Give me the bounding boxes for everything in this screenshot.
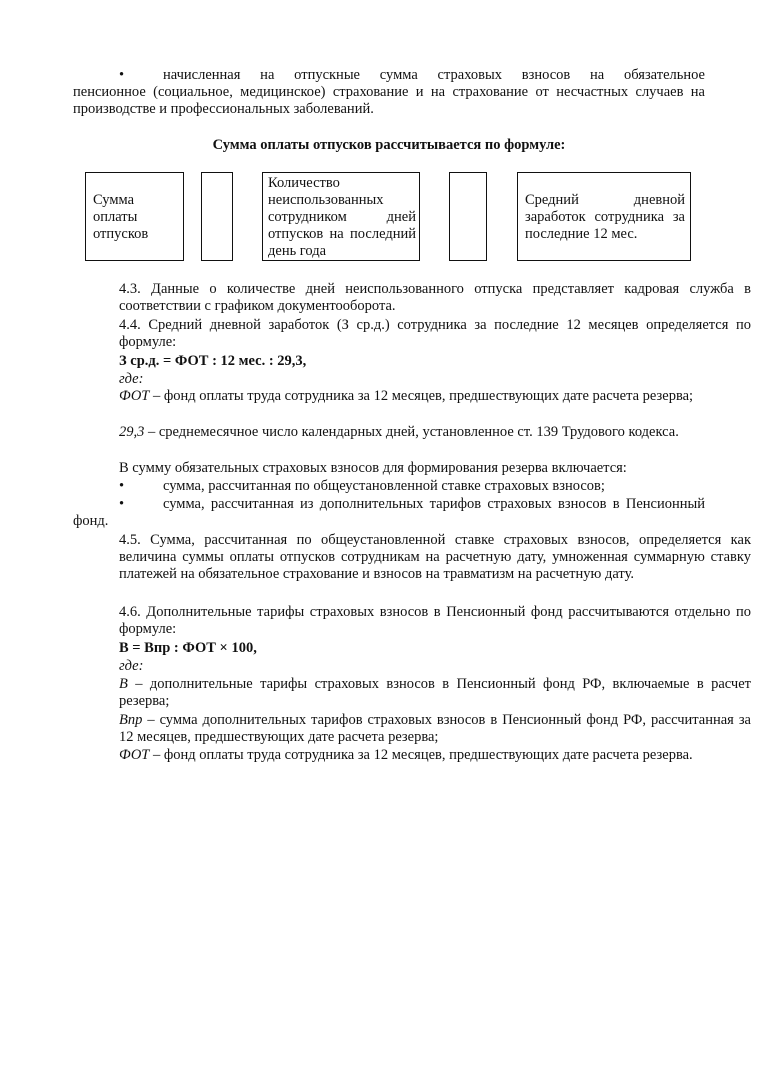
formula-additional-tariffs: В = Впр : ФОТ × 100, xyxy=(119,640,257,656)
formula-box-avg-daily-earnings xyxy=(517,172,691,261)
definition-term: 29,3 xyxy=(119,424,145,440)
definition-term: В xyxy=(119,676,128,692)
definition-vpr xyxy=(73,712,751,746)
insurance-item-1: сумма, рассчитанная по общеустановленной ставке страховых взносов; xyxy=(163,478,605,494)
formula-box-avg-daily-earnings-text: Средний дневной заработок сотрудника за последние 12 мес. xyxy=(525,192,685,242)
paragraph-4-5: 4.5. Сумма, рассчитанная по общеустановленной ставке страховых взносов, определяется как величина суммы оплаты отпусков сотрудникам на расчетную дату, умноженная суммарную ставку платежей на обязательное страхование и взносов на травматизм на расчетную дату. xyxy=(119,532,751,582)
definition-term: ФОТ xyxy=(119,388,150,404)
paragraph-4-6: 4.6. Дополнительные тарифы страховых взносов в Пенсионный фонд рассчитываются отдельно по формуле: xyxy=(119,604,751,637)
definition-text: – фонд оплаты труда сотрудника за 12 месяцев, предшествующих дате расчета резерва. xyxy=(149,747,693,763)
definition-29-3 xyxy=(73,424,751,441)
formula-box-unused-days xyxy=(262,172,420,261)
formula-avg-daily: З ср.д. = ФОТ : 12 мес. : 29,3, xyxy=(119,353,307,369)
intro-bullet-continuation: пенсионное (социальное, медицинское) страхование и на страхование от несчастных случаев на производстве и профессиональных заболеваний. xyxy=(73,84,705,117)
formula-box-vacation-sum xyxy=(85,172,184,261)
where-label-2: где: xyxy=(119,658,144,674)
bullet-marker: • xyxy=(119,496,125,512)
formula-operator-box-1 xyxy=(201,172,233,261)
formula-box-vacation-sum-text: Сумма оплаты отпусков xyxy=(93,192,149,242)
formula-operator-box-2 xyxy=(449,172,487,261)
definition-term: ФОТ xyxy=(119,747,150,763)
paragraph-4-4: 4.4. Средний дневной заработок (З ср.д.) сотрудника за последние 12 месяцев определяется по формуле: xyxy=(119,317,751,350)
intro-bullet-line1: начисленная на отпускные сумма страховых взносов на обязательное xyxy=(163,67,705,83)
definition-text: – фонд оплаты труда сотрудника за 12 месяцев, предшествующих дате расчета резерва; xyxy=(149,388,694,404)
bullet-marker: • xyxy=(119,67,125,83)
definition-text: – сумма дополнительных тарифов страховых взносов в Пенсионный фонд РФ, рассчитанная за 12 месяцев, предшествующих дате расчета резерва; xyxy=(119,712,751,745)
definition-text: – среднемесячное число календарных дней, установленное ст. 139 Трудового кодекса. xyxy=(144,424,679,440)
definition-fot-2 xyxy=(73,747,751,764)
paragraph-4-3: 4.3. Данные о количестве дней неиспользованного отпуска представляет кадровая служба в соответствии с графиком документооборота. xyxy=(119,281,751,314)
formula-box-unused-days-text: Количество неиспользованных сотрудником дней отпусков на последний день года xyxy=(268,175,416,259)
definition-b xyxy=(73,676,751,710)
formula-heading: Сумма оплаты отпусков рассчитывается по формуле: xyxy=(212,137,566,153)
insurance-intro: В сумму обязательных страховых взносов для формирования резерва включается: xyxy=(119,460,627,476)
bullet-marker: • xyxy=(119,478,125,494)
definition-term: Впр xyxy=(119,712,143,728)
where-label-1: где: xyxy=(119,371,144,387)
definition-text: – дополнительные тарифы страховых взносов в Пенсионный фонд РФ, включаемые в расчет резерва; xyxy=(119,676,751,709)
insurance-item-2: сумма, рассчитанная из дополнительных тарифов страховых взносов в Пенсионный фонд. xyxy=(73,496,705,529)
definition-fot-1 xyxy=(73,388,751,405)
